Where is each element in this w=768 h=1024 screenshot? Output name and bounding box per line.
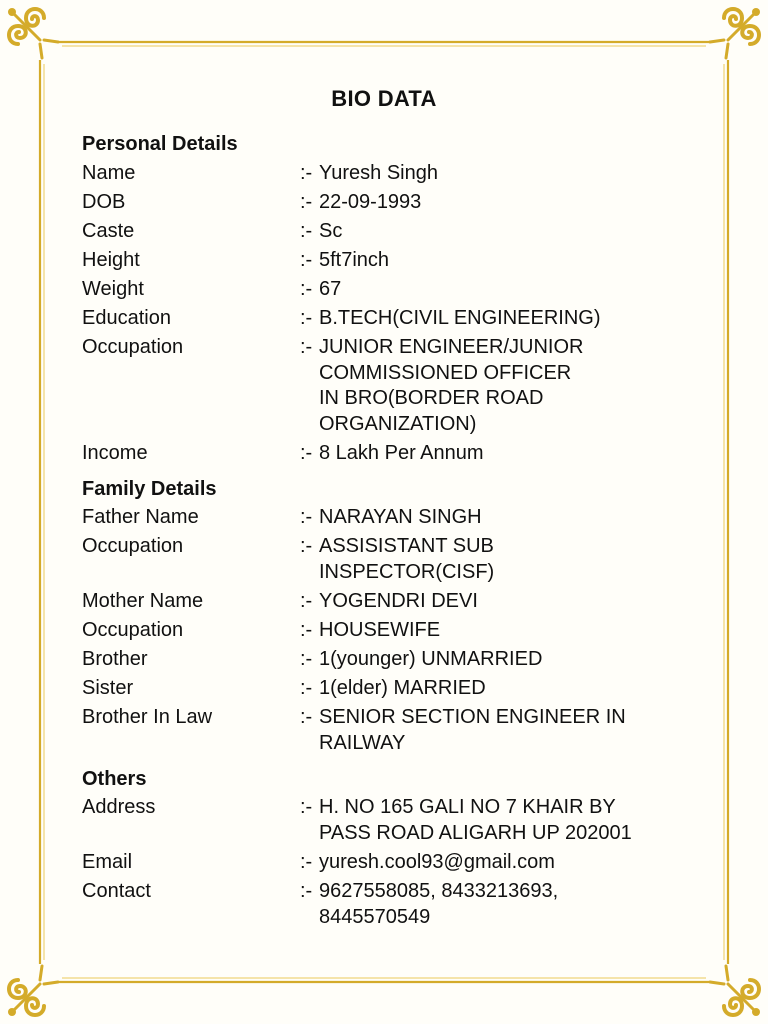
row-separator: :- [300, 880, 313, 902]
row-value: JUNIOR ENGINEER/JUNIOR COMMISSIONED OFFICER IN BRO(BORDER ROAD ORGANIZATION) [319, 336, 584, 435]
section-heading-personal: Personal Details [82, 133, 238, 155]
row-label: Caste [82, 220, 135, 242]
row-separator: :- [300, 249, 313, 271]
row-separator: :- [300, 220, 313, 242]
row-label: Occupation [82, 619, 184, 641]
row-value: YOGENDRI DEVI [319, 590, 478, 612]
row-label: Mother Name [82, 590, 204, 612]
row-separator: :- [300, 590, 313, 612]
row-separator: :- [300, 796, 313, 818]
row-value: 22-09-1993 [319, 191, 422, 213]
row-separator: :- [300, 278, 313, 300]
row-separator: :- [300, 706, 313, 728]
row-separator: :- [300, 535, 313, 557]
row-separator: :- [300, 162, 313, 184]
row-separator: :- [300, 336, 313, 358]
corner-swirl-ornament-icon [8, 8, 58, 58]
corner-swirl-ornament-icon [8, 966, 58, 1016]
row-value: ASSISISTANT SUB INSPECTOR(CISF) [319, 535, 495, 583]
row-separator: :- [300, 851, 313, 873]
row-value: HOUSEWIFE [319, 619, 441, 641]
row-value: SENIOR SECTION ENGINEER IN RAILWAY [319, 706, 626, 754]
row-value: Sc [319, 220, 343, 242]
corner-swirl-ornament-icon [710, 8, 760, 58]
row-separator: :- [300, 307, 313, 329]
row-separator: :- [300, 648, 313, 670]
row-separator: :- [300, 191, 313, 213]
row-value: H. NO 165 GALI NO 7 KHAIR BY PASS ROAD ALIGARH UP 202001 [319, 796, 632, 844]
corner-swirl-ornament-icon [710, 966, 760, 1016]
row-value: 1(elder) MARRIED [319, 677, 486, 699]
row-separator: :- [300, 442, 313, 464]
row-label: Address [82, 796, 156, 818]
row-label: Education [82, 307, 171, 329]
row-separator: :- [300, 619, 313, 641]
row-value: 8 Lakh Per Annum [319, 442, 484, 464]
row-value: B.TECH(CIVIL ENGINEERING) [319, 307, 601, 329]
page-title: BIO DATA [331, 86, 437, 111]
row-label: Occupation [82, 336, 184, 358]
row-separator: :- [300, 677, 313, 699]
row-value: yuresh.cool93@gmail.com [319, 851, 555, 873]
row-value: Yuresh Singh [319, 162, 438, 184]
row-label: Contact [82, 880, 151, 902]
row-separator: :- [300, 506, 313, 528]
row-label: Sister [82, 677, 134, 699]
row-value: 67 [319, 278, 342, 300]
row-label: Height [82, 249, 140, 271]
row-label: Name [82, 162, 136, 184]
row-label: Weight [82, 278, 144, 300]
row-label: DOB [82, 191, 126, 213]
row-label: Occupation [82, 535, 184, 557]
row-label: Father Name [82, 506, 199, 528]
section-heading-family: Family Details [82, 478, 217, 500]
row-label: Brother [82, 648, 148, 670]
row-label: Income [82, 442, 148, 464]
row-value: 9627558085, 8433213693, 8445570549 [319, 880, 559, 928]
row-label: Brother In Law [82, 706, 213, 728]
section-heading-others: Others [82, 768, 147, 790]
row-value: 1(younger) UNMARRIED [319, 648, 543, 670]
row-value: NARAYAN SINGH [319, 506, 482, 528]
row-label: Email [82, 851, 133, 873]
row-value: 5ft7inch [319, 249, 390, 271]
